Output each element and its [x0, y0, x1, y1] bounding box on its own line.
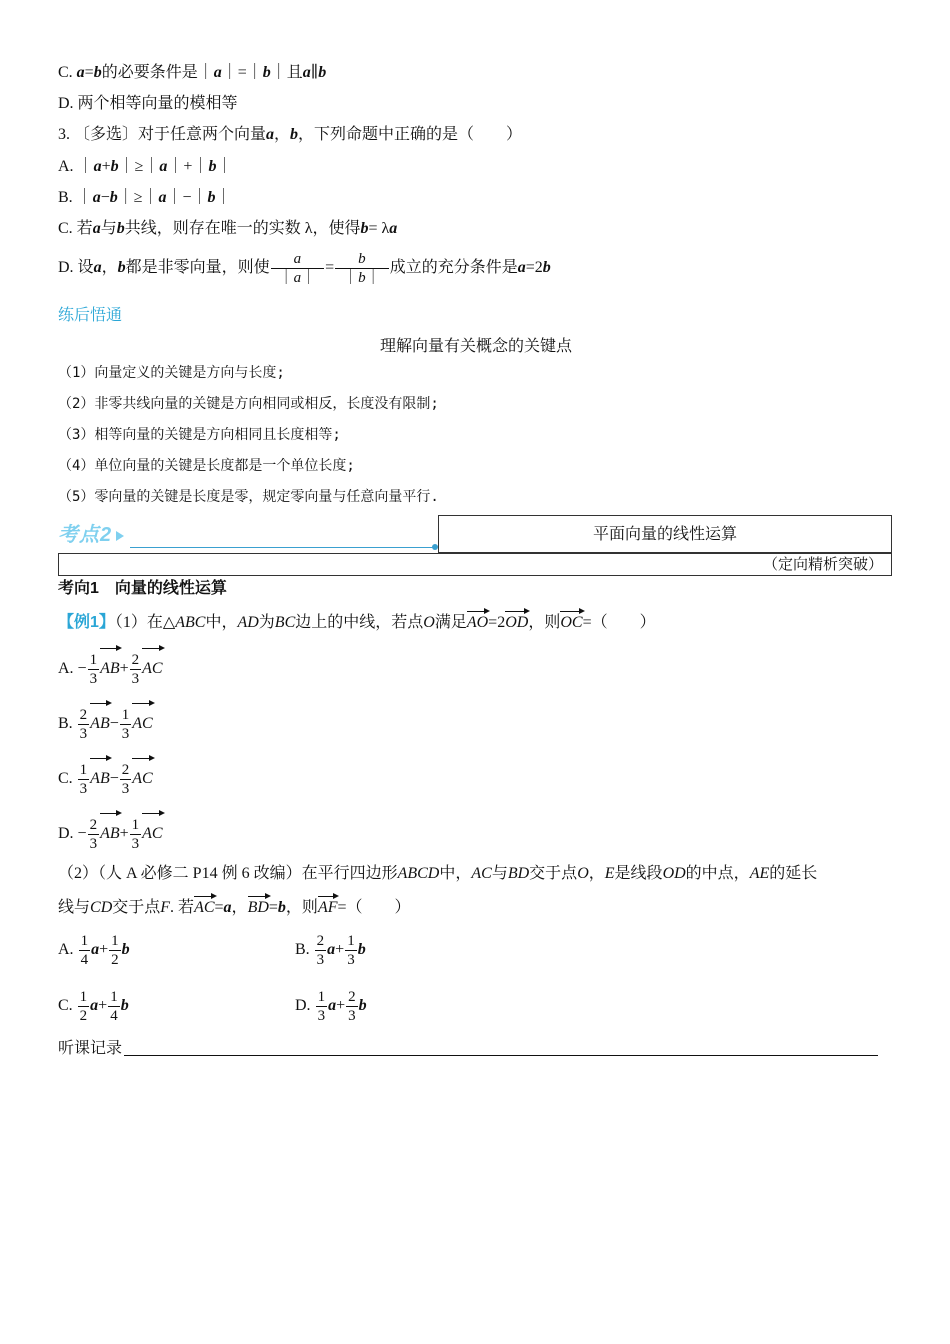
summary-item: （5）零向量的关键是长度是零，规定零向量与任意向量平行.	[58, 489, 439, 505]
fraction-a-over-norm-a: $\frac{a}{|a|}$	[271, 250, 325, 287]
example1-part2-option-d: D. $\frac{1}{3}$ a+ $\frac{2}{3}$ b	[295, 988, 367, 1024]
example1-option-c: C. $\frac{1}{3}$ AB− $\frac{2}{3}$ AC	[58, 755, 153, 799]
example1-part2-line2: 线与CD交于点F. 若AC=a，BD=b，则AF=（ ）	[58, 893, 411, 919]
section-subtitle: （定向精析突破）	[58, 553, 892, 576]
example1-part2-option-b: B. $\frac{2}{3}$ a+ $\frac{1}{3}$ b	[295, 932, 366, 968]
notes-line[interactable]	[124, 1055, 878, 1056]
notes-label: 听课记录	[58, 1040, 123, 1057]
practice-label: 练后悟通	[58, 307, 123, 324]
fraction-b-over-norm-b: $\frac{b}{|b|}$	[335, 250, 389, 287]
q2-option-c: C. a=b的必要条件是｜a｜=｜b｜且a∥b	[58, 64, 327, 81]
section-title: 平面向量的线性运算	[438, 515, 892, 553]
q3-option-d: D. 设a，b都是非零向量，则使 $\frac{a}{|a|}$ = $\frac{b}{|b|}$ 成立的充分条件是a=2b	[58, 250, 551, 286]
direction-heading: 考向1 向量的线性运算	[58, 580, 227, 597]
q2-option-d: D. 两个相等向量的模相等	[58, 95, 238, 112]
example1-part2-line1: （2）（人 A 必修二 P14 例 6 改编）在平行四边形ABCD中，AC与BD交于点O，E是线段OD的中点，AE的延长	[58, 865, 818, 882]
example1-part1: 【例1】（1）在△ABC中，AD为BC边上的中线，若点O满足AO=2OD，则OC=（ ）	[58, 608, 656, 634]
section-badge: 考点2	[58, 520, 138, 550]
section-divider	[130, 547, 436, 548]
summary-item: （1）向量定义的关键是方向与长度;	[58, 365, 285, 381]
q3-option-c: C. 若a与b共线，则存在唯一的实数 λ，使得b= λa	[58, 220, 398, 237]
example1-part2-option-c: C. $\frac{1}{2}$ a+ $\frac{1}{4}$ b	[58, 988, 129, 1024]
q3-stem: 3. 〔多选〕对于任意两个向量a，b，下列命题中正确的是（ ）	[58, 126, 523, 143]
q3-option-b: B. ｜a−b｜≥｜a｜−｜b｜	[58, 189, 232, 206]
summary-item: （3）相等向量的关键是方向相同且长度相等;	[58, 427, 341, 443]
example1-option-d: D. − $\frac{2}{3}$ AB+ $\frac{1}{3}$ AC	[58, 810, 163, 854]
triangle-right-icon	[116, 531, 124, 541]
summary-item: （4）单位向量的关键是长度都是一个单位长度;	[58, 458, 355, 474]
example1-option-a: A. − $\frac{1}{3}$ AB+ $\frac{2}{3}$ AC	[58, 645, 163, 689]
example-tag: 【例1】	[58, 614, 115, 631]
summary-title: 理解向量有关概念的关键点	[379, 338, 572, 355]
example1-option-b: B. $\frac{2}{3}$ AB− $\frac{1}{3}$ AC	[58, 700, 153, 744]
example1-part2-option-a: A. $\frac{1}{4}$ a+ $\frac{1}{2}$ b	[58, 932, 130, 968]
summary-item: （2）非零共线向量的关键是方向相同或相反，长度没有限制;	[58, 396, 439, 412]
q3-option-a: A. ｜a+b｜≥｜a｜+｜b｜	[58, 158, 233, 175]
